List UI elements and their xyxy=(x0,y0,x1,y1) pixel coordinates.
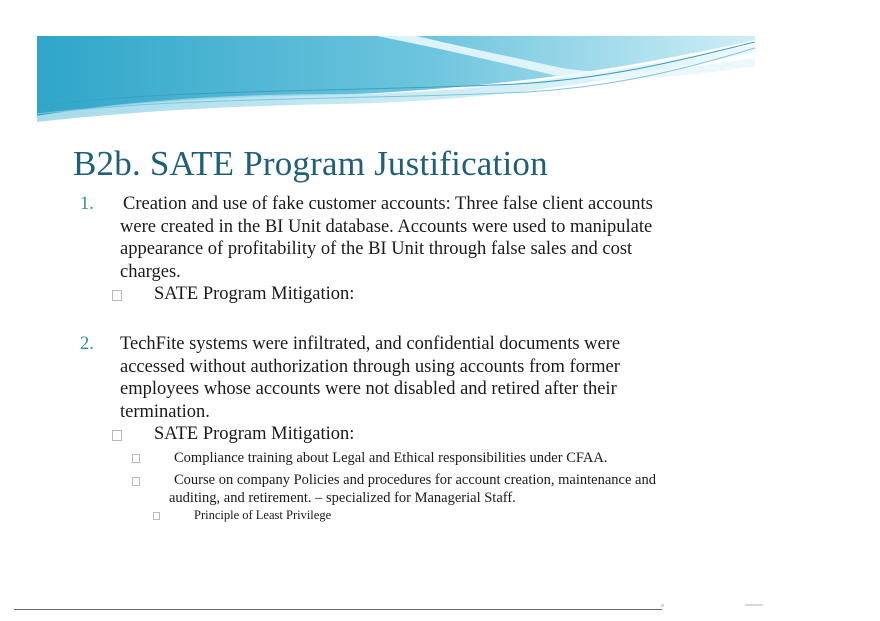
mitigation-label: SATE Program Mitigation: xyxy=(154,424,355,444)
square-bullet-icon xyxy=(132,454,140,463)
sub-item: Course on company Policies and procedures for account creation, maintenance and auditing, and retirement. – specialized for Managerial Staff. xyxy=(169,472,656,506)
footer-mark xyxy=(661,604,664,607)
footer-mark xyxy=(745,604,763,606)
square-bullet-icon xyxy=(132,477,140,486)
sub-sub-item: Principle of Least Privilege xyxy=(194,508,332,522)
mitigation-label: SATE Program Mitigation: xyxy=(154,284,355,304)
footer-divider xyxy=(14,609,662,610)
item-text: Creation and use of fake customer accounts: Three false client accounts were created in the BI Unit database. Accounts were used to manipulate appearance of profitability of the BI Unit through false sales and cost charges. xyxy=(120,194,653,282)
sub-item: Compliance training about Legal and Ethical responsibilities under CFAA. xyxy=(174,450,608,466)
decorative-wave-banner xyxy=(37,36,755,126)
slide xyxy=(37,36,755,576)
item-number: 2. xyxy=(80,334,94,354)
square-bullet-icon xyxy=(153,512,160,520)
slide-title: B2b. SATE Program Justification xyxy=(73,144,548,183)
square-bullet-icon xyxy=(112,290,122,301)
item-text: TechFite systems were infiltrated, and confidential documents were accessed without authorization through using accounts from former employees whose accounts were not disabled and retired after their termination. xyxy=(120,334,621,422)
item-number: 1. xyxy=(80,194,94,214)
square-bullet-icon xyxy=(112,430,122,441)
